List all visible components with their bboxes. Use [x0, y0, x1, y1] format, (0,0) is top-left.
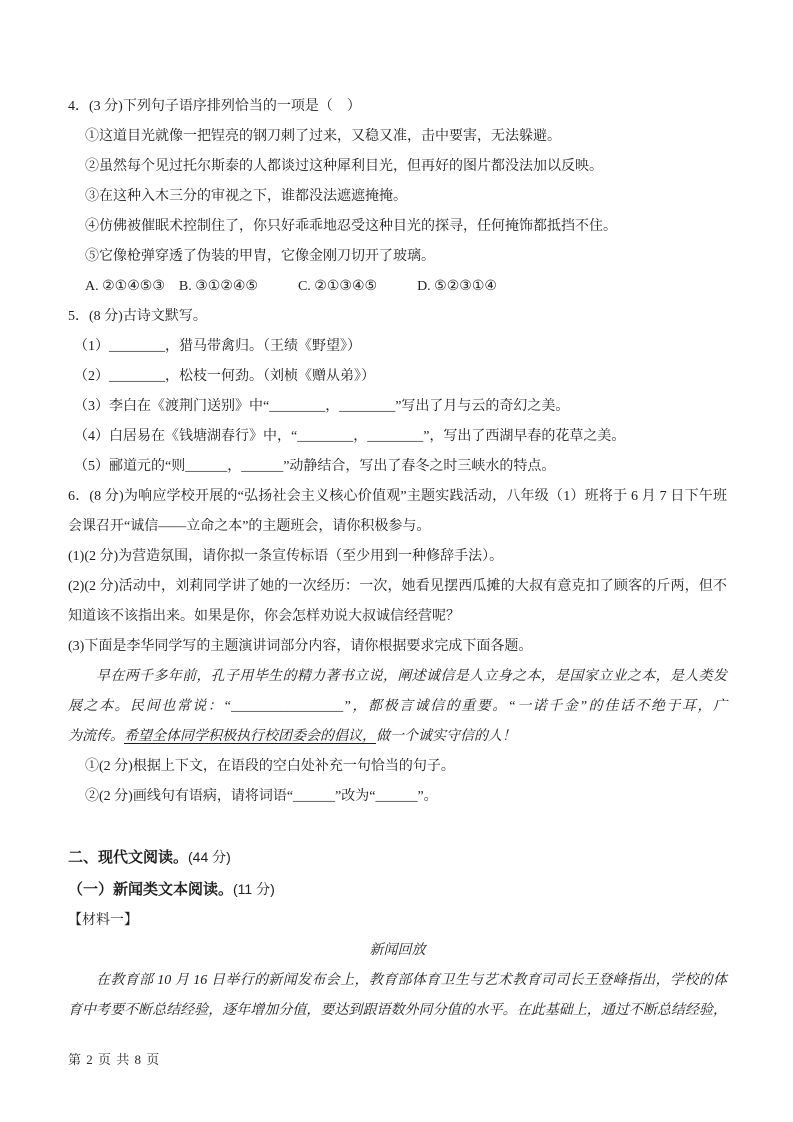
section-2-heading-text: 二、现代文阅读。	[68, 849, 189, 866]
question-6-intro-line-2: 会课召开“诚信——立命之本”的主题班会，请你积极参与。	[68, 519, 431, 534]
question-5-item-3: （3）李白在《渡荆门送别》中“________，________”写出了月与云的奇幻之美。	[74, 399, 570, 414]
question-5-item-5: （5）郦道元的“则______，______”动静结合，写出了春冬之时三峡水的特点。	[74, 459, 556, 474]
speech-line-2: 展之本。民间也常说：“________________”，都极言诚信的重要。“一诺千金”的佳话不绝于耳，广	[68, 699, 727, 714]
section-2-modern-reading	[68, 842, 727, 1026]
question-6-sub-2-line-2: 知道该不该指出来。如果是你，你会怎样劝说大叔诚信经营呢？	[68, 609, 460, 624]
section-2-subheading-text: （一）新闻类文本阅读。	[68, 881, 234, 898]
question-5-item-4: （4）白居易在《钱塘湖春行》中，“________，________”，写出了西湖早春的花草之美。	[74, 429, 626, 444]
question-5-title: 5．(8 分)古诗文默写。	[68, 309, 207, 324]
page-number-footer: 第 2 页 共 8 页	[68, 1052, 161, 1067]
question-6-sub-3: (3)下面是李华同学写的主题演讲词部分内容，请你根据要求完成下面各题。	[68, 639, 533, 654]
question-4-sentence-4: ④仿佛被催眠术控制住了，你只好乖乖地忍受这种目光的探寻，任何掩饰都抵挡不住。	[85, 219, 617, 234]
choice-a: A. ②①④⑤③	[85, 279, 165, 294]
section-2-heading	[68, 842, 727, 874]
question-5-item-2: （2）________，松枝一何劲。（刘桢《赠从弟》）	[74, 369, 375, 384]
speech-line-1: 早在两千多年前，孔子用毕生的精力著书立说，阐述诚信是人立身之本，是国家立业之本，是人类发	[96, 669, 727, 684]
question-4-choices	[68, 272, 727, 302]
section-2-subheading	[68, 874, 727, 906]
section-2-subheading-score: (11 分)	[233, 881, 275, 897]
section-gap	[68, 812, 727, 842]
question-6	[68, 482, 727, 812]
question-6-sub-2-line-1: (2)(2 分)活动中，刘莉同学讲了她的一次经历：一次，她看见摆西瓜摊的大叔有意克扣了顾客的斤两，但不	[68, 579, 727, 594]
question-6-sub-3-q1: ①(2 分)根据上下文，在语段的空白处补充一句恰当的句子。	[85, 759, 455, 774]
question-5	[68, 302, 727, 482]
speech-line-3-before: 为流传。	[68, 729, 124, 744]
question-6-sub-3-q2: ②(2 分)画线句有语病，请将词语“______”改为“______”。	[85, 789, 438, 804]
question-4-sentence-1: ①这道目光就像一把锃亮的钢刀刺了过来，又稳又准，击中要害，无法躲避。	[85, 129, 561, 144]
choice-d: D. ⑤②③①④	[417, 279, 497, 294]
choice-c: C. ②①③④⑤	[297, 279, 378, 294]
question-4-sentence-2: ②虽然每个见过托尔斯泰的人都谈过这种犀利目光，但再好的图片都没法加以反映。	[85, 159, 603, 174]
speech-line-3-after: 做一个诚实守信的人！	[376, 729, 516, 744]
news-line-1: 在教育部 10 月 16 日举行的新闻发布会上，教育部体育卫生与艺术教育司司长王登峰指出，学校的体	[96, 973, 727, 988]
speech-excerpt	[68, 662, 727, 752]
underlined-clause: 希望全体同学积极执行校团委会的倡议，	[124, 729, 376, 744]
material-1-label: 【材料一】	[68, 913, 138, 928]
question-4	[68, 92, 727, 302]
question-5-item-1: （1）________，猎马带禽归。（王绩《野望》）	[74, 339, 361, 354]
question-6-intro-line-1: 6．(8 分)为响应学校开展的“弘扬社会主义核心价值观”主题实践活动，八年级（1）班将于 6 月 7 日下午班	[68, 489, 727, 504]
question-4-title: 4．(3 分)下列句子语序排列恰当的一项是（ ）	[68, 99, 361, 114]
section-2-heading-score: (44 分)	[188, 849, 231, 865]
question-4-sentence-5: ⑤它像枪弹穿透了伪装的甲胄，它像金刚刀切开了玻璃。	[85, 249, 435, 264]
question-4-sentence-3: ③在这种入木三分的审视之下，谁都没法遮遮掩掩。	[85, 189, 407, 204]
speech-line-3	[68, 722, 727, 752]
question-6-sub-1: (1)(2 分)为营造氛围，请你拟一条宣传标语（至少用到一种修辞手法）。	[68, 549, 504, 564]
news-line-2: 育中考要不断总结经验，逐年增加分值，要达到跟语数外同分值的水平。在此基础上，通过不断总结经验，	[68, 1003, 727, 1018]
choice-b: B. ③①②④⑤	[178, 279, 258, 294]
news-title: 新闻回放	[369, 943, 426, 958]
